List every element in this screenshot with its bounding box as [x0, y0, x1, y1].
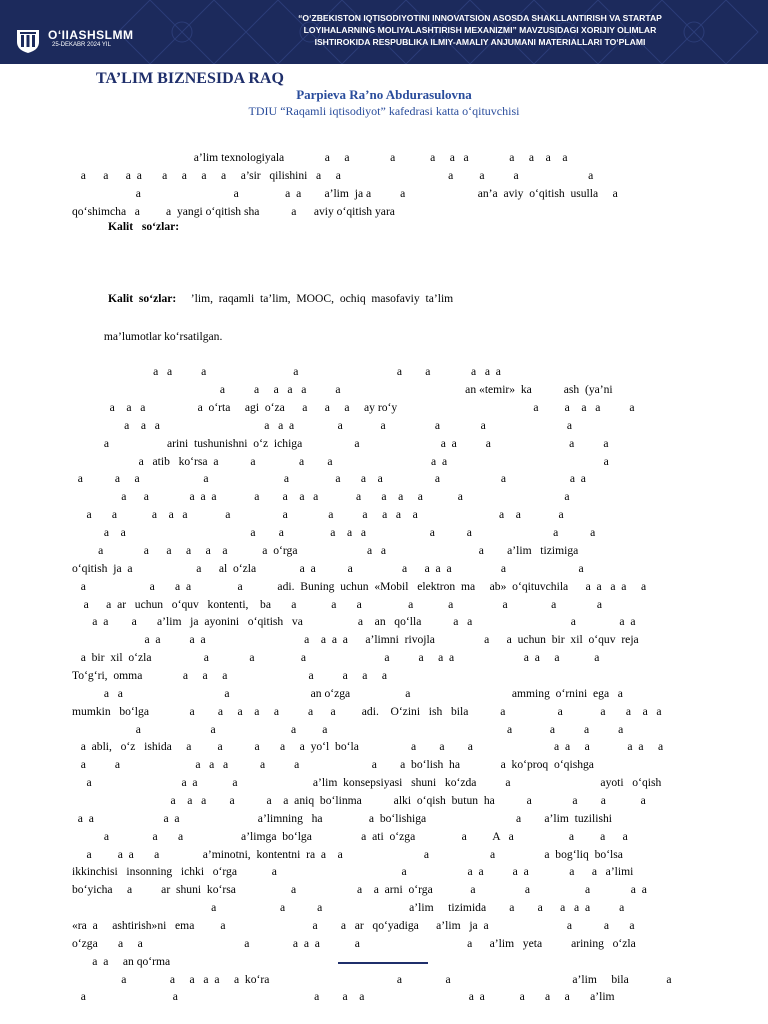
- body-line: «ra a ashtirish»ni ema a a a ar qo‘yadiga a’lim ja a a a a: [72, 918, 635, 932]
- body-line: a’lim texnologiyala a a a a a a a a a a: [72, 151, 568, 164]
- body-line: a bir xil o‘zla a a a a a a a a a a a: [72, 651, 600, 665]
- body-line: a a a a a a a a a a a: [72, 526, 596, 540]
- body-line: bo‘yicha a ar shuni ko‘rsa a a a arni o‘rga a a a a a: [72, 883, 647, 897]
- body-line: a a a a a a a a: [72, 722, 624, 736]
- body-line: a a an qo‘rma: [72, 954, 171, 968]
- body-line: a a a a a a a a a bo‘lish ha a ko‘proq o‘qishga: [72, 758, 594, 772]
- body-line: a a a a a a aniq bo‘linma alki o‘qish butun ha a a a a: [72, 793, 646, 807]
- body-line: a a a a’lim ja ayonini o‘qitish va a an qo‘lla a a a a a: [72, 615, 636, 629]
- body-line: a a a a a a a a a: [72, 365, 501, 379]
- banner-line-2: LOYIHALARNING MOLIYALASHTIRISH MEXANIZMI” MAVZUSIDAGI XORIJIY OLIMLAR: [303, 25, 657, 35]
- logo-text: O‘IIASHSLMM: [48, 28, 134, 42]
- body-line: a a a a a a a a a’sir qilishini a a a a a a: [72, 168, 594, 182]
- conference-logo: [14, 26, 144, 54]
- body-line: a a a a a a a a a a a a a a a: [72, 490, 570, 504]
- body-line: a atib ko‘rsa a a a a a a a: [72, 454, 609, 468]
- body-line: a arini tushunishni o‘z ichiga a a a a a a: [72, 436, 609, 450]
- body-line: a a a a’limga bo‘lga a ati o‘zga a A a a a a: [72, 829, 628, 843]
- shield-icon: [14, 26, 42, 54]
- body-line: a a ar uchun o‘quv kontenti, ba a a a a a a a a: [72, 597, 602, 611]
- body-line: ikkinchisi insonning ichki o‘rga a a a a a a a a a’limi: [72, 865, 634, 879]
- body-line: To‘g‘ri, omma a a a a a a a: [72, 668, 388, 682]
- body-line: mumkin bo‘lga a a a a a a a adi. O‘zini ish bila a a a a a a: [72, 704, 662, 718]
- banner-line-3: ISHTIROKIDA RESPUBLIKA ILMIY-AMALIY ANJUMANI MATERIALLARI TO‘PLAMI: [314, 37, 646, 47]
- article-title: TA’LIM BIZNESIDA RAQ: [96, 70, 284, 87]
- banner-title: [230, 12, 730, 48]
- body-line: a a a a a a a a a a a: [72, 418, 573, 432]
- body-line: a a a an o‘zga a amming o‘rnini ega a: [72, 686, 623, 700]
- body-line: o‘qitish ja a a al o‘zla a a a a a a a a a: [72, 561, 584, 575]
- keywords-label-first: Kalit so‘zlar:: [108, 220, 180, 233]
- body-line: a a a a a’minotni, kontentni ra a a a a a bog‘liq bo‘lsa: [72, 847, 623, 861]
- body-line: a a a a a a an «temir» ka ash (ya’ni: [72, 383, 613, 397]
- keywords-text: ’lim, raqamli ta’lim, MOOC, ochiq masofaviy ta’lim: [190, 292, 454, 305]
- logo-date: 25-DEKABR 2024 YIL: [52, 42, 111, 48]
- header-banner: [0, 0, 768, 64]
- footer-rule: [338, 962, 428, 964]
- article-affiliation: TDIU “Raqamli iqtisodiyot” kafedrasi katta o‘qituvchisi: [248, 104, 520, 118]
- body-line: a a a a o‘rta agi o‘za a a a ay ro‘y a a a a a: [72, 401, 635, 415]
- body-line: a a a a a a a a a’limni rivojla a a uchun bir xil o‘quv reja: [72, 633, 639, 647]
- keywords-line: [108, 292, 732, 306]
- body-line: a a a a a a a a a a a a a a a: [72, 508, 564, 522]
- body-line: a a a a’lim tizimida a a a a a a: [72, 901, 625, 915]
- body-line: ma’lumotlar ko‘rsatilgan.: [72, 329, 223, 343]
- body-line: a abli, o‘z ishida a a a a a yo‘l bo‘la a a a a a a a a a: [72, 740, 664, 754]
- body-line: a a a a a a ko‘ra a a a’lim bila a: [72, 972, 672, 986]
- body-line: a a a a a adi. Buning uchun «Mobil elektron ma ab» o‘qituvchila a a a a a: [72, 579, 647, 593]
- body-line: a a a a a’limning ha a bo‘lishiga a a’lim tuzilishi: [72, 811, 613, 825]
- body-line: a a a a a a a a a a a a: [72, 472, 586, 486]
- body-line: a a a a a’lim ja a a an’a aviy o‘qitish usulla a: [72, 186, 618, 200]
- banner-line-1: “O‘ZBEKISTON IQTISODIYOTINI INNOVATSION ASOSDA SHAKLLANTIRISH VA STARTAP: [298, 13, 662, 23]
- article-author: Parpieva Ra’no Abdurasulovna: [296, 87, 472, 102]
- body-line: o‘zga a a a a a a a a a’lim yeta arining o‘zla: [72, 936, 636, 950]
- body-line: a a a a a a a a a a a’lim: [72, 990, 615, 1004]
- body-line: a a a a a a a o‘rga a a a a’lim tizimiga: [72, 543, 579, 557]
- keywords-label: Kalit so‘zlar:: [108, 292, 177, 305]
- body-line: a a a a a’lim konsepsiyasi shuni ko‘zda a ayoti o‘qish: [72, 776, 662, 790]
- body-line: qo‘shimcha a a yangi o‘qitish sha a aviy o‘qitish yara: [72, 204, 395, 218]
